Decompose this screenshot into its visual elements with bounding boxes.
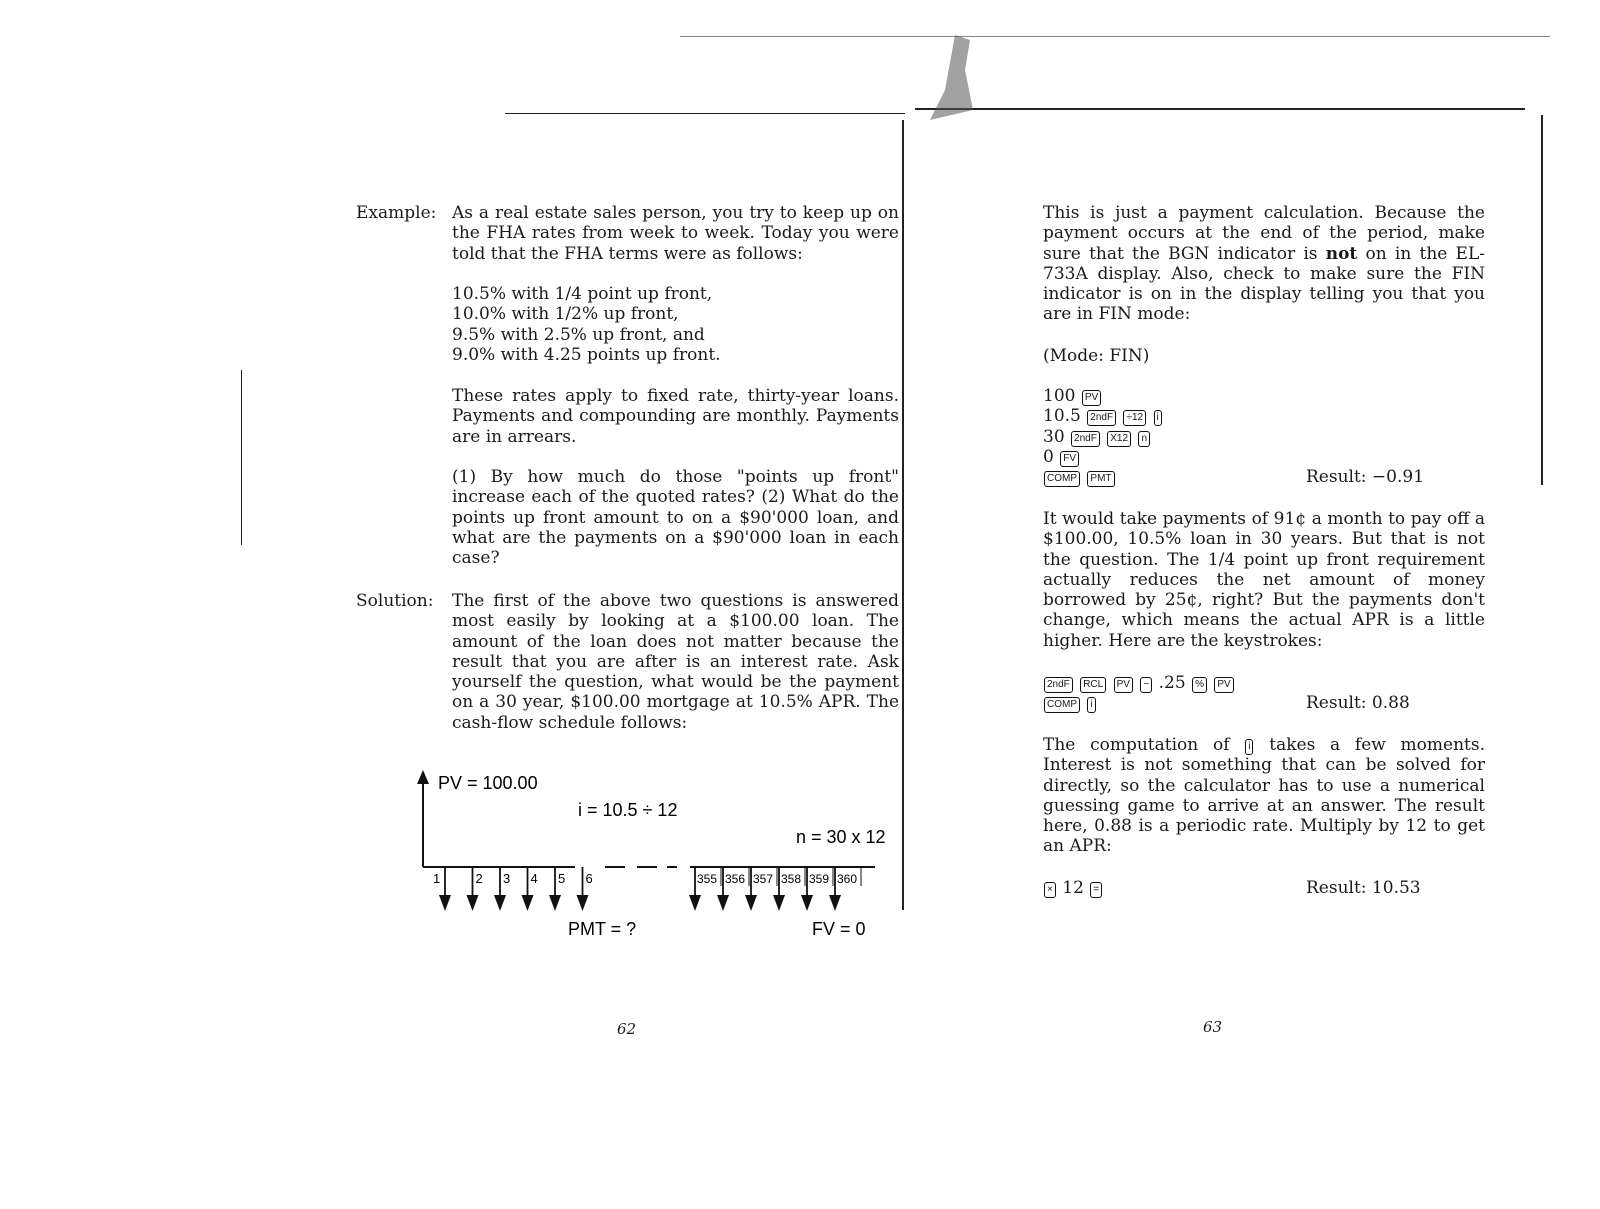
right-page-edge [1541, 115, 1543, 485]
intro-paragraph [1043, 203, 1485, 325]
equals-key: = [1090, 882, 1102, 898]
i-label: i = 10.5 ÷ 12 [578, 800, 678, 820]
keystroke-sequence-2 [1043, 673, 1483, 714]
pv-arrowhead [417, 770, 429, 784]
n-key: n [1138, 431, 1150, 447]
payment-arrowhead [773, 895, 785, 911]
value-12: 12 [1062, 878, 1084, 898]
payment-arrowhead [522, 895, 534, 911]
period-label: 356 [725, 872, 746, 886]
rates-list [452, 284, 721, 365]
keystroke-row [1043, 406, 1483, 426]
left-margin-line [241, 370, 242, 545]
n-label: n = 30 x 12 [796, 827, 886, 847]
keystroke-sequence-1 [1043, 386, 1483, 487]
value-10-5: 10.5 [1043, 406, 1081, 427]
mode-line: (Mode: FIN) [1043, 346, 1150, 366]
result-1: Result: −0.91 [1306, 467, 1425, 488]
result-2: Result: 0.88 [1306, 693, 1410, 714]
example-label: Example: [356, 203, 437, 223]
period-label: 4 [530, 871, 538, 886]
payment-arrowhead [549, 895, 561, 911]
paragraph-2: It would take payments of 91¢ a month to pay off a $100.00, 10.5% loan in 30 years. But that is not the question. The 1/4 point up front requirement actually reduces the net amount of money borrowed by 25¢, right? But the payments don't change, which means the actual APR is a little higher. Here are the keystrokes: [1043, 509, 1485, 651]
comp-key: COMP [1044, 697, 1080, 713]
keystroke-row [1043, 878, 1483, 898]
payment-arrowhead [577, 895, 589, 911]
keystroke-sequence-3 [1043, 878, 1483, 898]
solution-label: Solution: [356, 591, 434, 611]
pv-key: PV [1082, 390, 1101, 406]
period-label: 355 [697, 872, 718, 886]
second-f-key: 2ndF [1044, 677, 1073, 693]
para3-pre: The computation of [1043, 735, 1230, 755]
payment-arrowhead [689, 895, 701, 911]
value-30: 30 [1043, 426, 1065, 447]
rate-item: 9.5% with 2.5% up front, and [452, 324, 705, 345]
payment-arrowhead [717, 895, 729, 911]
pv-key: PV [1214, 677, 1233, 693]
comp-key: COMP [1044, 471, 1080, 487]
questions: (1) By how much do those "points up front" increase each of the quoted rates? (2) What do the points up front amount to on a $90'000 loan, and what are the payments on a $90'000 loan in each case? [452, 467, 899, 569]
top-edge-left [505, 113, 905, 114]
payment-arrowhead [467, 895, 479, 911]
minus-key: − [1140, 677, 1152, 693]
divide-12-key: ÷12 [1123, 410, 1146, 426]
cashflow-diagram [400, 770, 910, 945]
keystroke-row [1043, 447, 1483, 467]
percent-key: % [1192, 677, 1207, 693]
period-label: 357 [753, 872, 774, 886]
para3-post: takes a few moments. Interest is not something that can be solved for directly, so the calculator has to use a numerical guessing game to arrive at an answer. The result here, 0.88 is a periodic rate. Multiply by 12 to get an APR: [1043, 735, 1486, 857]
binding-smudge [925, 30, 985, 125]
solution-text: The first of the above two questions is answered most easily by looking at a $100.00 loan. The amount of the loan does not matter because the result that you are after is an interest rate. Ask yourself the question, what would be the payment on a 30 year, $100.00 mortgage at 10.5% APR. The cash-flow schedule follows: [452, 591, 899, 733]
rates-note: These rates apply to fixed rate, thirty-year loans. Payments and compounding are monthly. Payments are in arrears. [452, 386, 899, 447]
times-12-key: X12 [1107, 431, 1131, 447]
times-key: × [1044, 882, 1056, 898]
rate-item: 10.0% with 1/2% up front, [452, 304, 679, 325]
period-label: 359 [809, 872, 830, 886]
rate-item: 10.5% with 1/4 point up front, [452, 284, 713, 304]
left-period-ticks [433, 867, 593, 911]
i-key: i [1087, 697, 1095, 713]
result-3: Result: 10.53 [1306, 878, 1421, 898]
top-edge-right [915, 108, 1525, 110]
value-100: 100 [1043, 386, 1076, 406]
period-label: 6 [585, 871, 593, 886]
intro-post: on in the EL-733A display. Also, check to make sure the FIN indicator is on in the display telling you that you are in FIN mode: [1043, 243, 1485, 325]
paragraph-3 [1043, 735, 1485, 857]
period-label: 1 [433, 871, 441, 886]
keystroke-row [1043, 386, 1483, 406]
value-0-25: .25 [1158, 673, 1186, 693]
period-label: 360 [837, 872, 858, 886]
second-f-key: 2ndF [1071, 431, 1100, 447]
fv-label: FV = 0 [812, 919, 866, 939]
keystroke-row [1043, 427, 1483, 447]
top-scan-line [680, 36, 1550, 37]
fv-key: FV [1060, 451, 1079, 467]
i-key: i [1154, 410, 1162, 426]
right-period-ticks [689, 867, 861, 911]
keystroke-row [1043, 693, 1483, 713]
pmt-key: PMT [1087, 471, 1114, 487]
i-key: i [1245, 739, 1253, 755]
keystroke-row [1043, 467, 1483, 487]
period-label: 358 [781, 872, 802, 886]
pv-key: PV [1114, 677, 1133, 693]
period-label: 5 [558, 871, 566, 886]
value-0: 0 [1043, 446, 1054, 467]
second-f-key: 2ndF [1087, 410, 1116, 426]
payment-arrowhead [801, 895, 813, 911]
payment-arrowhead [439, 895, 451, 911]
pmt-label: PMT = ? [568, 919, 637, 939]
rate-item: 9.0% with 4.25 points up front. [452, 344, 721, 365]
intro-pre: This is just a payment calculation. Because the payment occurs at the end of the period, make sure that the BGN indicator is [1043, 203, 1485, 264]
intro-bold: not [1325, 243, 1358, 264]
payment-arrowhead [745, 895, 757, 911]
pv-label: PV = 100.00 [438, 773, 538, 793]
period-label: 2 [475, 871, 483, 886]
page-number-left: 62 [617, 1020, 637, 1038]
example-intro: As a real estate sales person, you try to keep up on the FHA rates from week to week. Today you were told that the FHA terms were as follows: [452, 203, 899, 264]
period-label: 3 [503, 871, 511, 886]
rcl-key: RCL [1080, 677, 1106, 693]
keystroke-row [1043, 673, 1483, 693]
page-number-right: 63 [1203, 1018, 1223, 1036]
payment-arrowhead [494, 895, 506, 911]
payment-arrowhead [829, 895, 841, 911]
